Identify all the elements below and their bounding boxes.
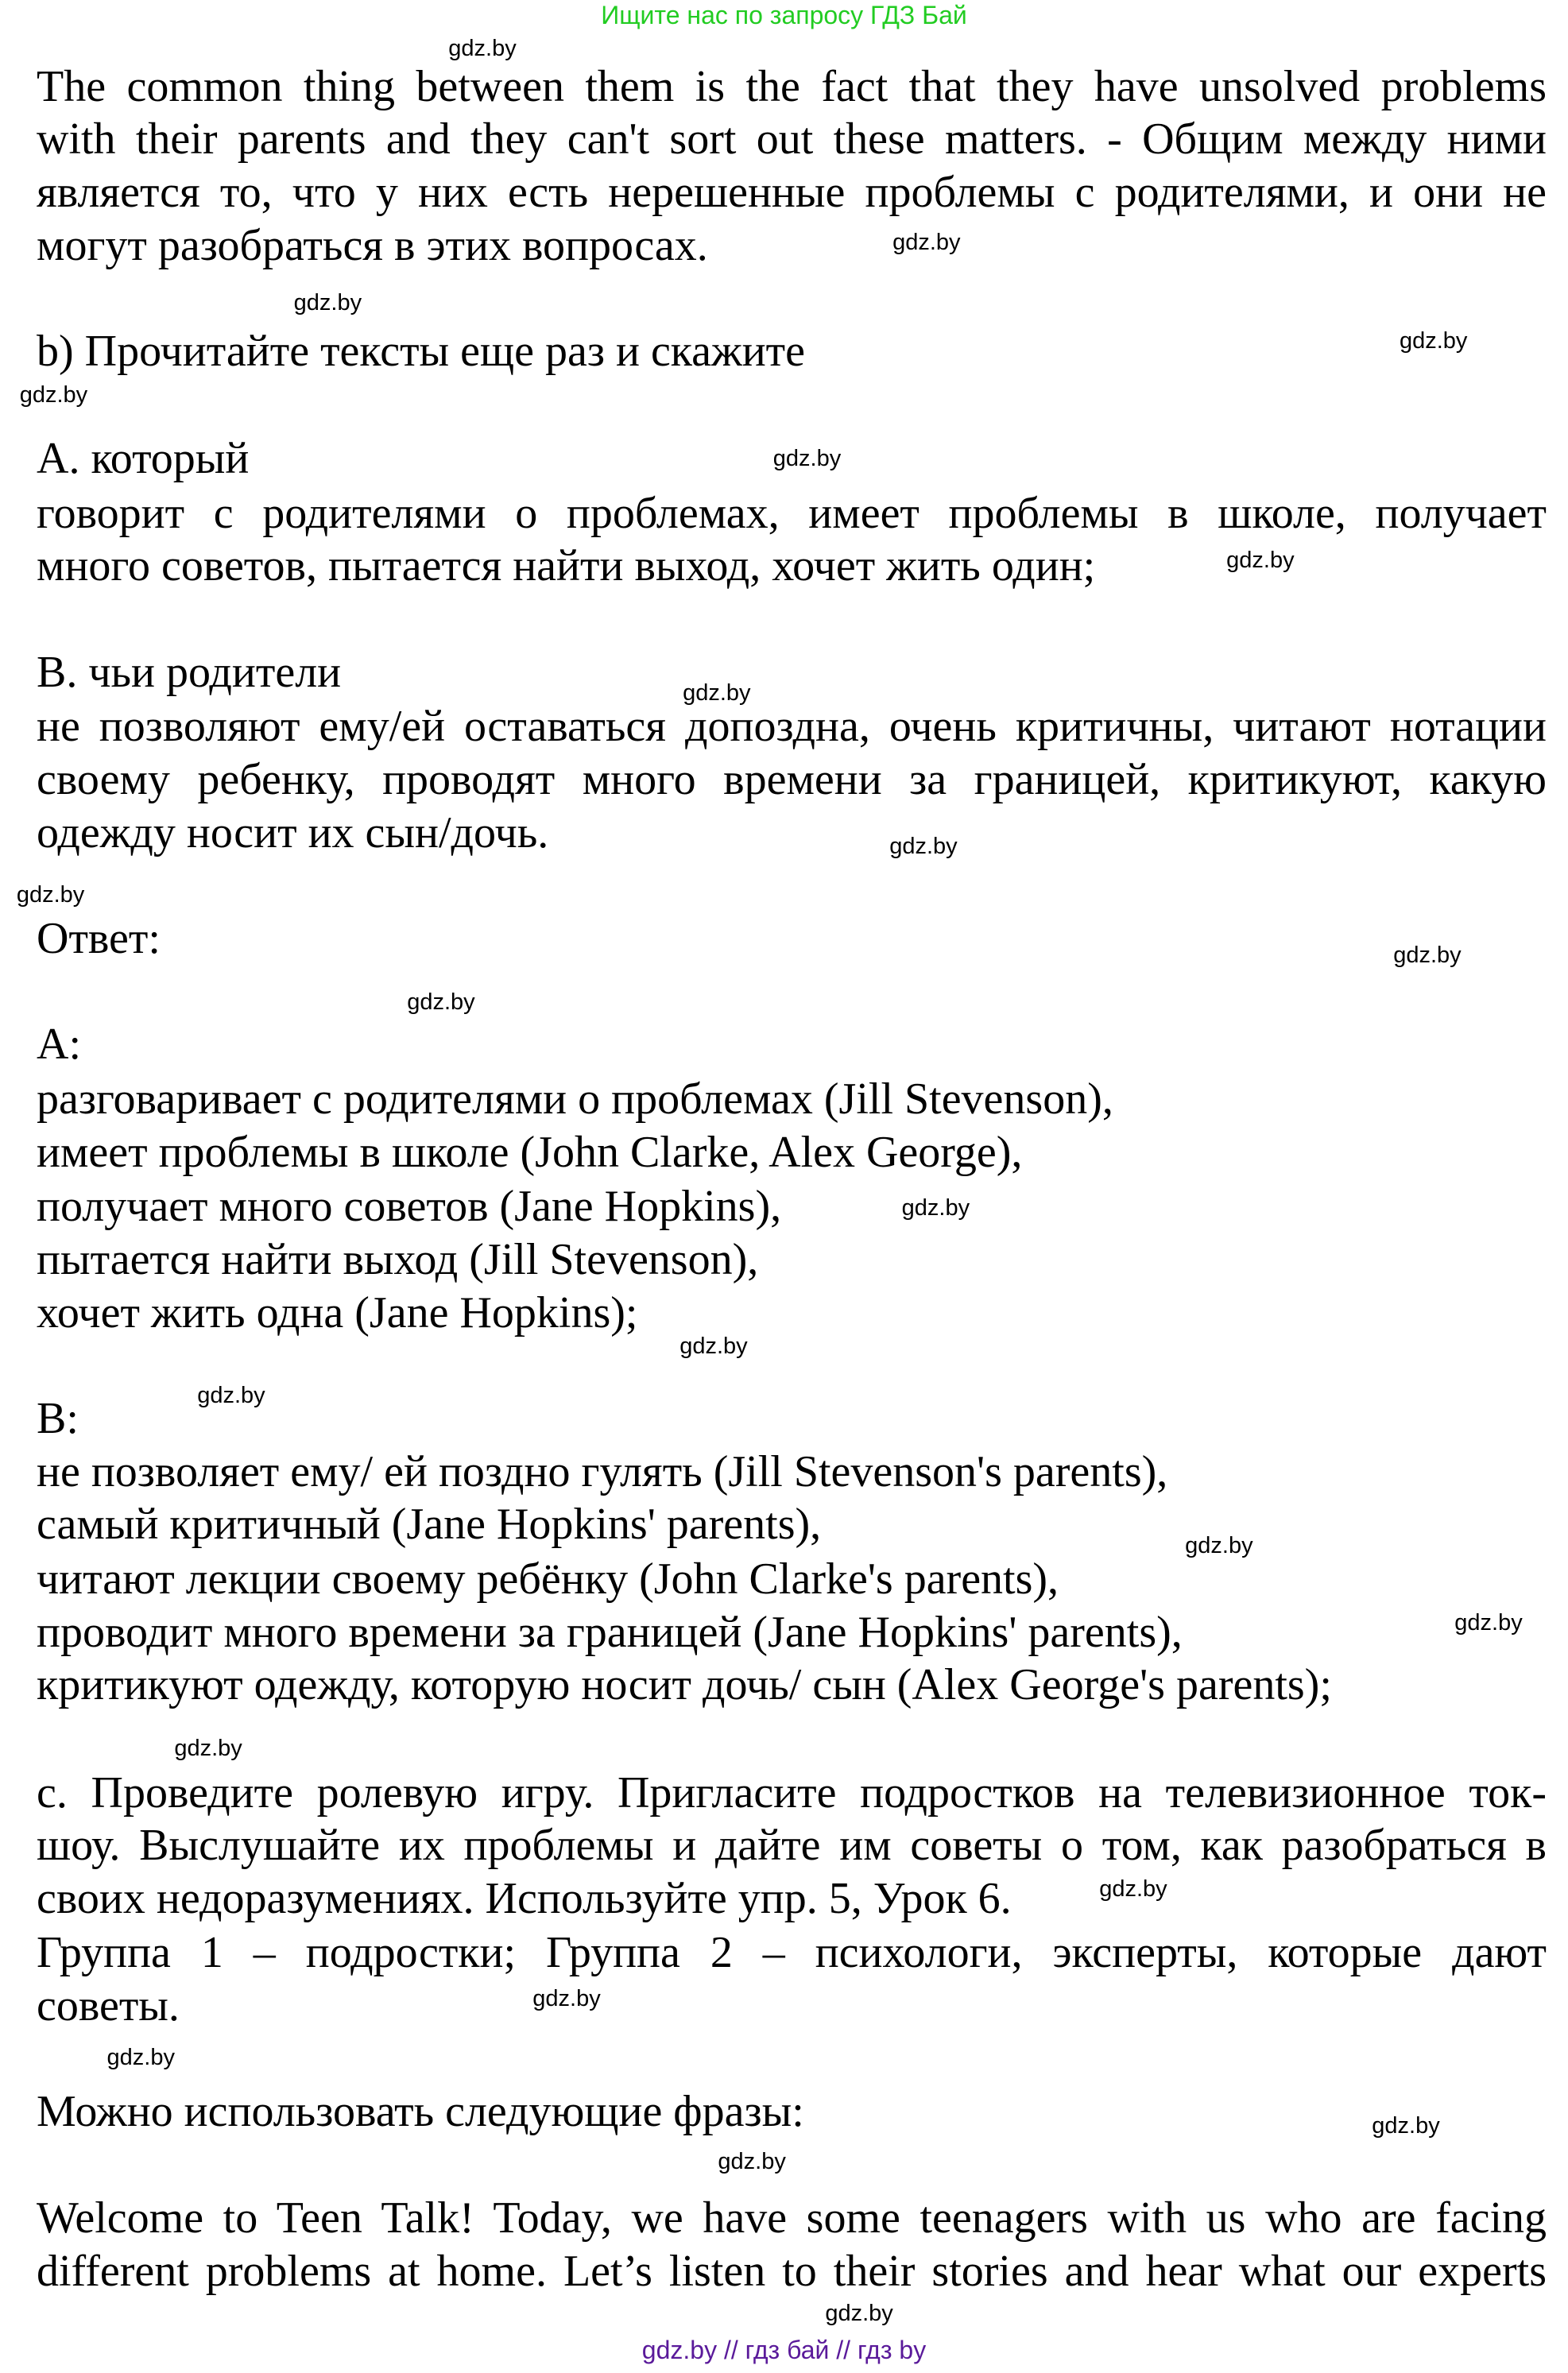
watermark: gdz.by bbox=[448, 35, 517, 61]
watermark: gdz.by bbox=[1454, 1610, 1523, 1636]
text-line: является то, что у них есть нерешенные проблемы с родителями, и они не bbox=[37, 167, 1547, 217]
text-line: пытается найти выход (Jill Stevenson), bbox=[37, 1234, 759, 1284]
text-line: B. чьи родители bbox=[37, 647, 342, 697]
text-line: A. который bbox=[37, 434, 250, 484]
text-line: одежду носит их сын/дочь. bbox=[37, 807, 549, 857]
text-line: своих недоразумениях. Используйте упр. 5, Урок 6. bbox=[37, 1873, 1012, 1923]
text-line: говорит с родителями о проблемах, имеет проблемы в школе, получает bbox=[37, 488, 1547, 538]
watermark: gdz.by bbox=[683, 680, 751, 706]
text-line: with their parents and they can't sort out these matters. - Общим между ними bbox=[37, 114, 1547, 165]
text-line: Ответ: bbox=[37, 914, 161, 964]
text-line: b) Прочитайте тексты еще раз и скажите bbox=[37, 326, 806, 376]
text-line: c. Проведите ролевую игру. Пригласите подростков на телевизионное ток- bbox=[37, 1767, 1547, 1817]
text-line: не позволяют ему/ей оставаться допоздна, очень критичны, читают нотации bbox=[37, 702, 1547, 752]
text-line: советы. bbox=[37, 1981, 180, 2031]
watermark: gdz.by bbox=[532, 1985, 601, 2011]
watermark: gdz.by bbox=[16, 881, 85, 908]
text-line: могут разобраться в этих вопросах. bbox=[37, 220, 708, 270]
text-line: разговаривает с родителями о проблемах (Jill Stevenson), bbox=[37, 1074, 1113, 1125]
text-line: шоу. Выслушайте их проблемы и дайте им советы о том, как разобраться в bbox=[37, 1821, 1547, 1871]
watermark: gdz.by bbox=[1372, 2112, 1440, 2139]
text-line: Welcome to Teen Talk! Today, we have some teenagers with us who are facing bbox=[37, 2193, 1547, 2243]
watermark: gdz.by bbox=[1393, 943, 1462, 969]
watermark: gdz.by bbox=[1399, 327, 1468, 354]
text-line: B: bbox=[37, 1393, 79, 1443]
text-line: самый критичный (Jane Hopkins' parents), bbox=[37, 1500, 822, 1550]
watermark: gdz.by bbox=[718, 2149, 786, 2175]
watermark: gdz.by bbox=[679, 1333, 748, 1359]
text-line: проводит много времени за границей (Jane Hopkins' parents), bbox=[37, 1607, 1183, 1657]
watermark: gdz.by bbox=[772, 446, 842, 472]
watermark: gdz.by bbox=[892, 229, 961, 255]
watermark: gdz.by bbox=[293, 290, 362, 315]
text-line: different problems at home. Let’s listen to their stories and hear what our experts bbox=[37, 2246, 1547, 2296]
text-line: Можно использовать следующие фразы: bbox=[37, 2087, 804, 2137]
text-line: хочет жить одна (Jane Hopkins); bbox=[37, 1287, 638, 1337]
watermark: gdz.by bbox=[1226, 547, 1295, 573]
watermark: gdz.by bbox=[901, 1195, 970, 1221]
text-line: своему ребенку, проводят много времени за границей, критикуют, какую bbox=[37, 755, 1547, 805]
watermark: gdz.by bbox=[1099, 1876, 1167, 1903]
watermark: gdz.by bbox=[174, 1736, 242, 1762]
text-line: много советов, пытается найти выход, хочет жить один; bbox=[37, 541, 1096, 591]
text-line: имеет проблемы в школе (John Clarke, Alex George), bbox=[37, 1127, 1023, 1177]
watermark: gdz.by bbox=[1185, 1533, 1253, 1558]
watermark: gdz.by bbox=[19, 382, 88, 408]
search-hint-banner: Ищите нас по запросу ГДЗ Бай bbox=[601, 1, 967, 29]
text-line: A: bbox=[37, 1020, 81, 1070]
text-line: The common thing between them is the fact that they have unsolved problems bbox=[37, 61, 1547, 111]
watermark: gdz.by bbox=[197, 1383, 265, 1409]
watermark: gdz.by bbox=[407, 989, 475, 1016]
watermark: gdz.by bbox=[889, 833, 958, 859]
footer-links[interactable]: gdz.by // гдз бай // гдз by bbox=[641, 2336, 927, 2364]
watermark: gdz.by bbox=[825, 2300, 893, 2326]
text-line: критикуют одежду, которую носит дочь/ сын (Alex George's parents); bbox=[37, 1660, 1332, 1710]
text-line: получает много советов (Jane Hopkins), bbox=[37, 1182, 782, 1232]
text-line: читают лекции своему ребёнку (John Clarke's parents), bbox=[37, 1554, 1059, 1604]
text-line: Группа 1 – подростки; Группа 2 – психологи, эксперты, которые дают bbox=[37, 1928, 1547, 1978]
watermark: gdz.by bbox=[106, 2044, 176, 2070]
text-line: не позволяет ему/ ей поздно гулять (Jill Stevenson's parents), bbox=[37, 1446, 1168, 1496]
